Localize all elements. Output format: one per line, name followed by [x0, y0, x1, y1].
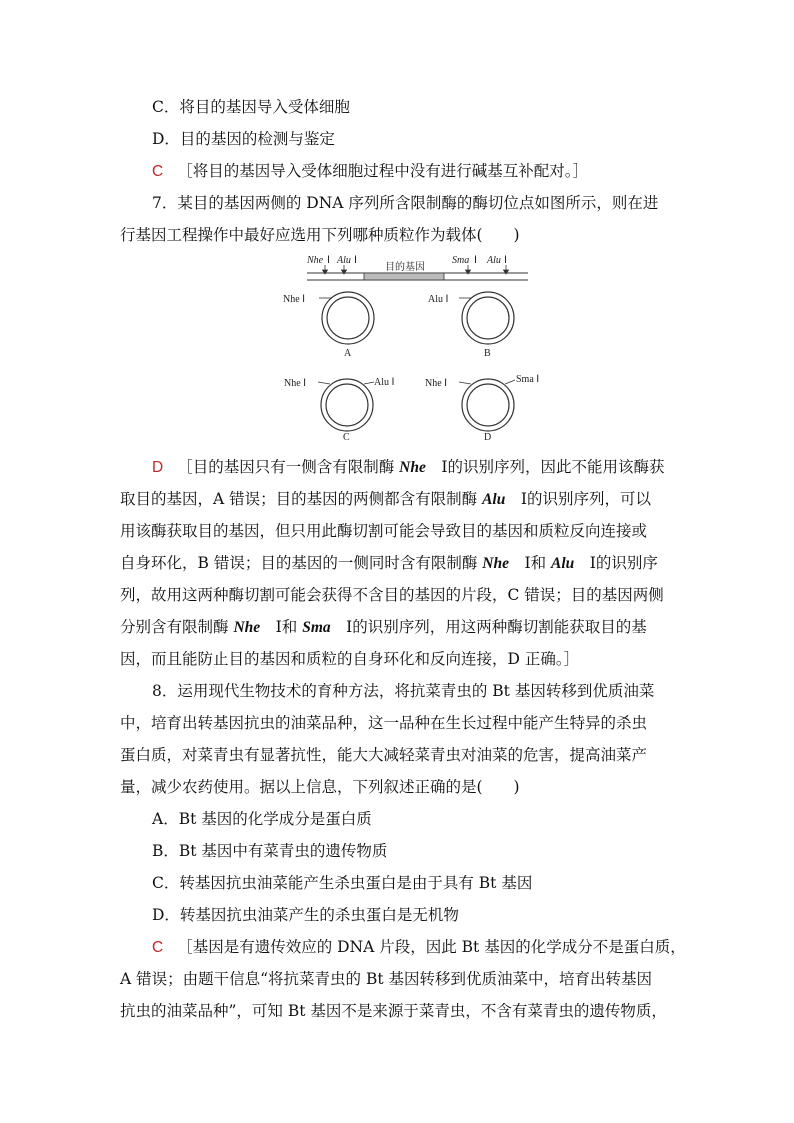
- plasmid-c: [284, 377, 394, 443]
- text-run: ［目的基因只有一侧含有限制酶: [177, 458, 400, 476]
- enzyme-name: Sma: [302, 619, 331, 636]
- plasmid-b: [428, 292, 514, 359]
- question-8-option-a: A．Bt 基因的化学成分是蛋白质: [152, 810, 372, 828]
- plasmid-c-site-2: Alu Ⅰ: [374, 377, 395, 388]
- answer-7-line-7: 因，而且能防止目的基因和质粒的自身环化和反向连接，D 正确。］: [120, 650, 580, 668]
- plasmid-c-caption: C: [343, 432, 350, 443]
- enzyme-name: Alu: [551, 555, 575, 572]
- target-gene-label: 目的基因: [385, 262, 425, 273]
- answer-7-line-2: [120, 489, 676, 510]
- plasmid-c-site-1: Nhe Ⅰ: [284, 378, 307, 389]
- text-run: Ⅰ的识别序列，可以: [505, 490, 651, 508]
- site-arrows: [323, 265, 509, 274]
- answer-text: ［将目的基因导入受体细胞过程中没有进行碱基互补配对。］: [177, 162, 588, 180]
- text-run: 分别含有限制酶: [120, 618, 234, 636]
- text-run: Ⅰ的识别序列，用这两种酶切割能获取目的基: [330, 618, 647, 636]
- question-7-line-1: 7．某目的基因两侧的 DNA 序列所含限制酶的酶切位点如图所示，则在进: [152, 194, 659, 212]
- text-run: Ⅰ的识别序列，因此不能用该酶获: [425, 458, 665, 476]
- plasmid-d-site-1: Nhe Ⅰ: [425, 378, 448, 389]
- text-run: Ⅰ和: [260, 618, 303, 636]
- site-alu2-roman: Ⅰ: [504, 255, 507, 266]
- question-8-line-3: 蛋白质，对菜青虫有显著抗性，能大大减轻菜青虫对油菜的危害，提高油菜产: [120, 746, 648, 764]
- question-8-line-1: 8．运用现代生物技术的育种方法，将抗菜青虫的 Bt 基因转移到优质油菜: [152, 682, 655, 700]
- answer-7-line-5: 列，故用这两种酶切割可能会获得不含目的基因的片段，C 错误；目的基因两侧: [120, 586, 664, 604]
- site-nhe-roman: Ⅰ: [327, 255, 330, 266]
- question-8-line-4: 量，减少农药使用。据以上信息，下列叙述正确的是( ): [120, 778, 520, 796]
- answer-8-line-3: 抗虫的油菜品种”，可知 Bt 基因不是来源于菜青虫，不含有菜青虫的遗传物质，: [120, 1002, 667, 1020]
- question-8-option-c: C．转基因抗虫油菜能产生杀虫蛋白是由于具有 Bt 基因: [152, 874, 533, 892]
- answer-6: [152, 161, 708, 182]
- plasmid-a: [283, 292, 374, 359]
- plasmid-a-caption: A: [344, 348, 352, 359]
- option-c: C．将目的基因导入受体细胞: [152, 98, 350, 116]
- site-alu-name: Alu: [337, 255, 351, 266]
- plasmid-b-site: Alu Ⅰ: [428, 294, 449, 305]
- target-gene-box: [364, 273, 444, 280]
- answer-7-line-4: [120, 553, 676, 574]
- answer-letter: C: [152, 939, 164, 956]
- text-run: ［基因是有遗传效应的 DNA 片段，因此 Bt 基因的化学成分不是蛋白质，: [177, 938, 686, 956]
- plasmid-a-site: Nhe Ⅰ: [283, 294, 306, 305]
- site-sma-roman: Ⅰ: [474, 255, 477, 266]
- answer-7-line-1: [152, 457, 708, 478]
- text-run: Ⅰ的识别序: [574, 554, 658, 572]
- plasmid-d: [425, 374, 539, 443]
- text-run: 取目的基因，A 错误；目的基因的两侧都含有限制酶: [120, 490, 483, 508]
- plasmid-b-caption: B: [484, 348, 491, 359]
- site-nhe-name: Nhe: [307, 255, 324, 266]
- text-run: 自身环化，B 错误；目的基因的一侧同时含有限制酶: [120, 554, 483, 572]
- plasmid-d-caption: D: [484, 432, 492, 443]
- question-8-line-2: 中，培育出转基因抗虫的油菜品种，这一品种在生长过程中能产生特异的杀虫: [120, 714, 648, 732]
- answer-7-line-3: 用该酶获取目的基因，但只用此酶切割可能会导致目的基因和质粒反向连接或: [120, 522, 648, 540]
- plasmid-d-site-2: Sma Ⅰ: [516, 374, 540, 385]
- question-8-option-d: D．转基因抗虫油菜产生的杀虫蛋白是无机物: [152, 906, 459, 924]
- site-sma-name: Sma: [452, 255, 470, 266]
- enzyme-name: Nhe: [233, 619, 261, 636]
- enzyme-name: Nhe: [399, 459, 426, 476]
- enzyme-name: Alu: [482, 491, 506, 508]
- option-d: D．目的基因的检测与鉴定: [152, 130, 335, 148]
- question-7-line-2: 行基因工程操作中最好应选用下列哪种质粒作为载体( ): [120, 226, 520, 244]
- site-alu2-name: Alu: [487, 255, 501, 266]
- answer-letter: D: [152, 459, 164, 476]
- answer-8-line-1: [152, 937, 708, 958]
- answer-8-line-2: A 错误；由题干信息“将抗菜青虫的 Bt 基因转移到优质油菜中，培育出转基因: [120, 970, 653, 988]
- enzyme-name: Nhe: [482, 555, 509, 572]
- answer-letter: C: [152, 163, 164, 180]
- site-alu-roman: Ⅰ: [354, 255, 357, 266]
- text-run: Ⅰ和: [508, 554, 552, 572]
- answer-7-line-6: [120, 617, 676, 638]
- question-8-option-b: B．Bt 基因中有菜青虫的遗传物质: [152, 842, 388, 860]
